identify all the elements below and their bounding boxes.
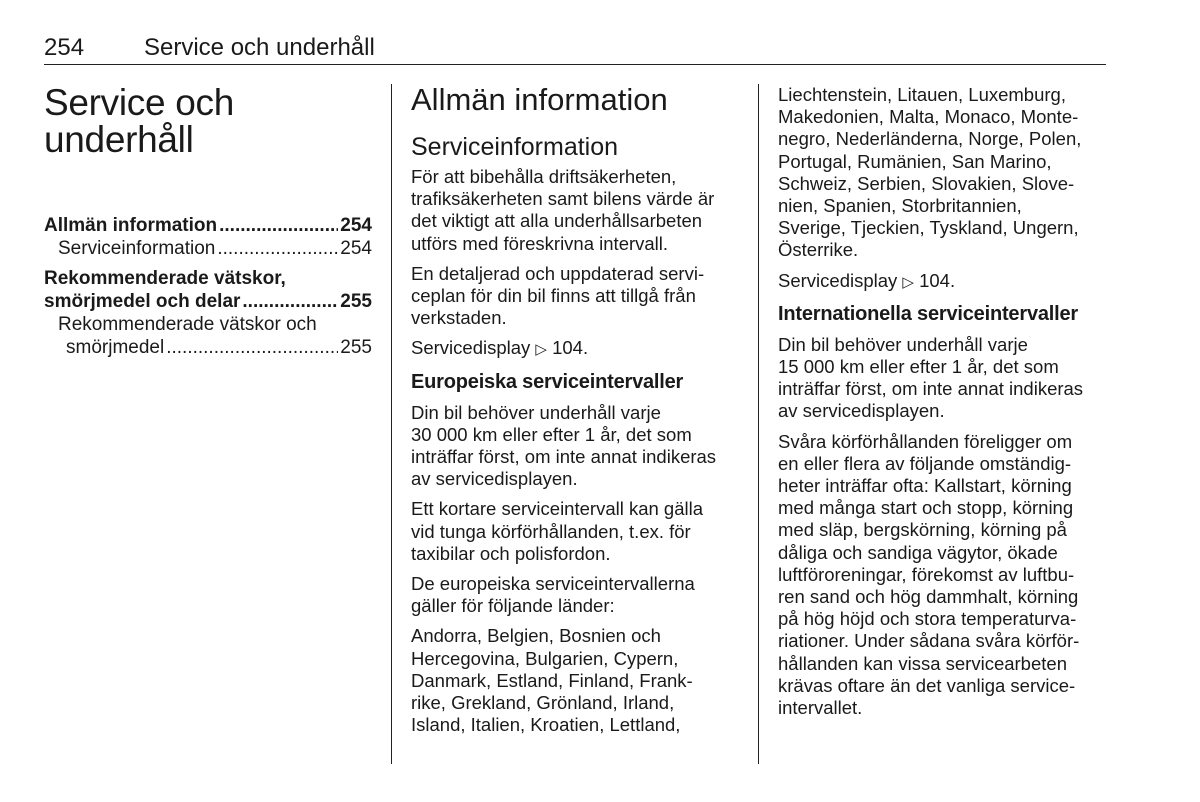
toc-entry[interactable]	[44, 237, 372, 260]
toc-entry-page: 255	[340, 291, 372, 312]
toc-entry-page: 254	[340, 215, 372, 236]
paragraph: Din bil behöver underhåll varje 15 000 km eller efter 1 år, det som inträffar först, om inte annat indikeras av servicedisplayen.	[778, 333, 1084, 422]
page-header	[44, 34, 1106, 65]
reference-arrow-icon: ▷	[535, 341, 547, 359]
toc-entry-label: Rekommenderade vätskor,	[44, 268, 286, 289]
subheading: Europeiska serviceintervaller	[411, 370, 684, 393]
running-section-title: Service och underhåll	[144, 34, 375, 61]
cross-reference[interactable]: Servicedisplay ▷ 104.	[411, 337, 589, 359]
toc-entry[interactable]	[44, 313, 372, 359]
toc-entry-label: Serviceinformation	[58, 238, 216, 259]
paragraph: Svåra körförhållanden föreligger om en eller flera av följande omständig- heter inträffar ofta: Kallstart, körning med många start och stopp, körning med släp, bergskörning, körning på dåliga och sandiga vägytor, ökade luftföroreningar, förekomst av luftbu- ren sand och hög dammhalt, körning på hög höjd och stora temperaturva- riationer. Under sådana svåra körför- hållanden kan vissa servicearbeten krävas oftare än det vanliga service- intervallet.	[778, 430, 1080, 719]
toc-entry-page: 254	[340, 238, 372, 259]
chapter-title-line-2: underhåll	[44, 119, 194, 160]
cross-reference[interactable]: Servicedisplay ▷ 104.	[778, 269, 956, 291]
page-number: 254	[44, 34, 85, 61]
paragraph: Ett kortare serviceintervall kan gälla vid tunga körförhållanden, t.ex. för taxibilar och polisfordon.	[411, 498, 704, 564]
toc-leader-dots	[217, 237, 338, 260]
column-divider	[758, 84, 759, 764]
country-list: Andorra, Belgien, Bosnien och Hercegovina, Bulgarien, Cypern, Danmark, Estland, Finland, Frank- rike, Grekland, Grönland, Irland, Island, Italien, Kroatien, Lettland,	[411, 625, 693, 736]
subsection-heading: Serviceinformation	[411, 133, 619, 161]
toc-entry-label: smörjmedel och delar	[44, 291, 241, 312]
paragraph: En detaljerad och uppdaterad servi- ceplan för din bil finns att tillgå från verkstaden.	[411, 262, 705, 329]
paragraph: För att bibehålla driftsäkerheten, trafiksäkerheten samt bilens värde är det viktigt att alla underhållsarbeten utförs med föreskrivna intervall.	[411, 166, 715, 254]
toc-entry[interactable]	[44, 214, 372, 237]
chapter-title-line-1: Service och	[44, 82, 235, 123]
subheading: Internationella serviceintervaller	[778, 302, 1079, 325]
chapter-column	[44, 82, 372, 358]
country-list: Liechtenstein, Litauen, Luxemburg, Makedonien, Malta, Monaco, Monte- negro, Nederländerna, Norge, Polen, Portugal, Rumänien, San Marino, Schweiz, Serbien, Slovakien, Slove- nien, Spanien, Storbritannien, Sverige, Tjeckien, Tyskland, Ungern, Österrike.	[778, 84, 1082, 261]
section-heading: Allmän information	[411, 82, 668, 117]
toc-entry-label: Rekommenderade vätskor och	[58, 314, 317, 335]
toc-entry-label: Allmän information	[44, 215, 218, 236]
paragraph: Din bil behöver underhåll varje 30 000 km eller efter 1 år, det som inträffar först, om inte annat indikeras av servicedisplayen.	[411, 401, 717, 490]
chapter-title	[44, 84, 372, 158]
text-column-3	[778, 84, 1108, 727]
toc-entry-page: 255	[340, 337, 372, 358]
paragraph: De europeiska serviceintervallerna gäller för följande länder:	[411, 573, 695, 617]
table-of-contents	[44, 214, 372, 359]
toc-leader-dots	[166, 336, 338, 359]
toc-entry[interactable]	[44, 267, 372, 313]
toc-leader-dots	[219, 214, 338, 237]
toc-leader-dots	[242, 290, 338, 313]
toc-entry-label: smörjmedel	[66, 337, 165, 358]
column-divider	[391, 84, 392, 764]
reference-arrow-icon: ▷	[902, 273, 914, 291]
text-column-2	[411, 82, 741, 744]
